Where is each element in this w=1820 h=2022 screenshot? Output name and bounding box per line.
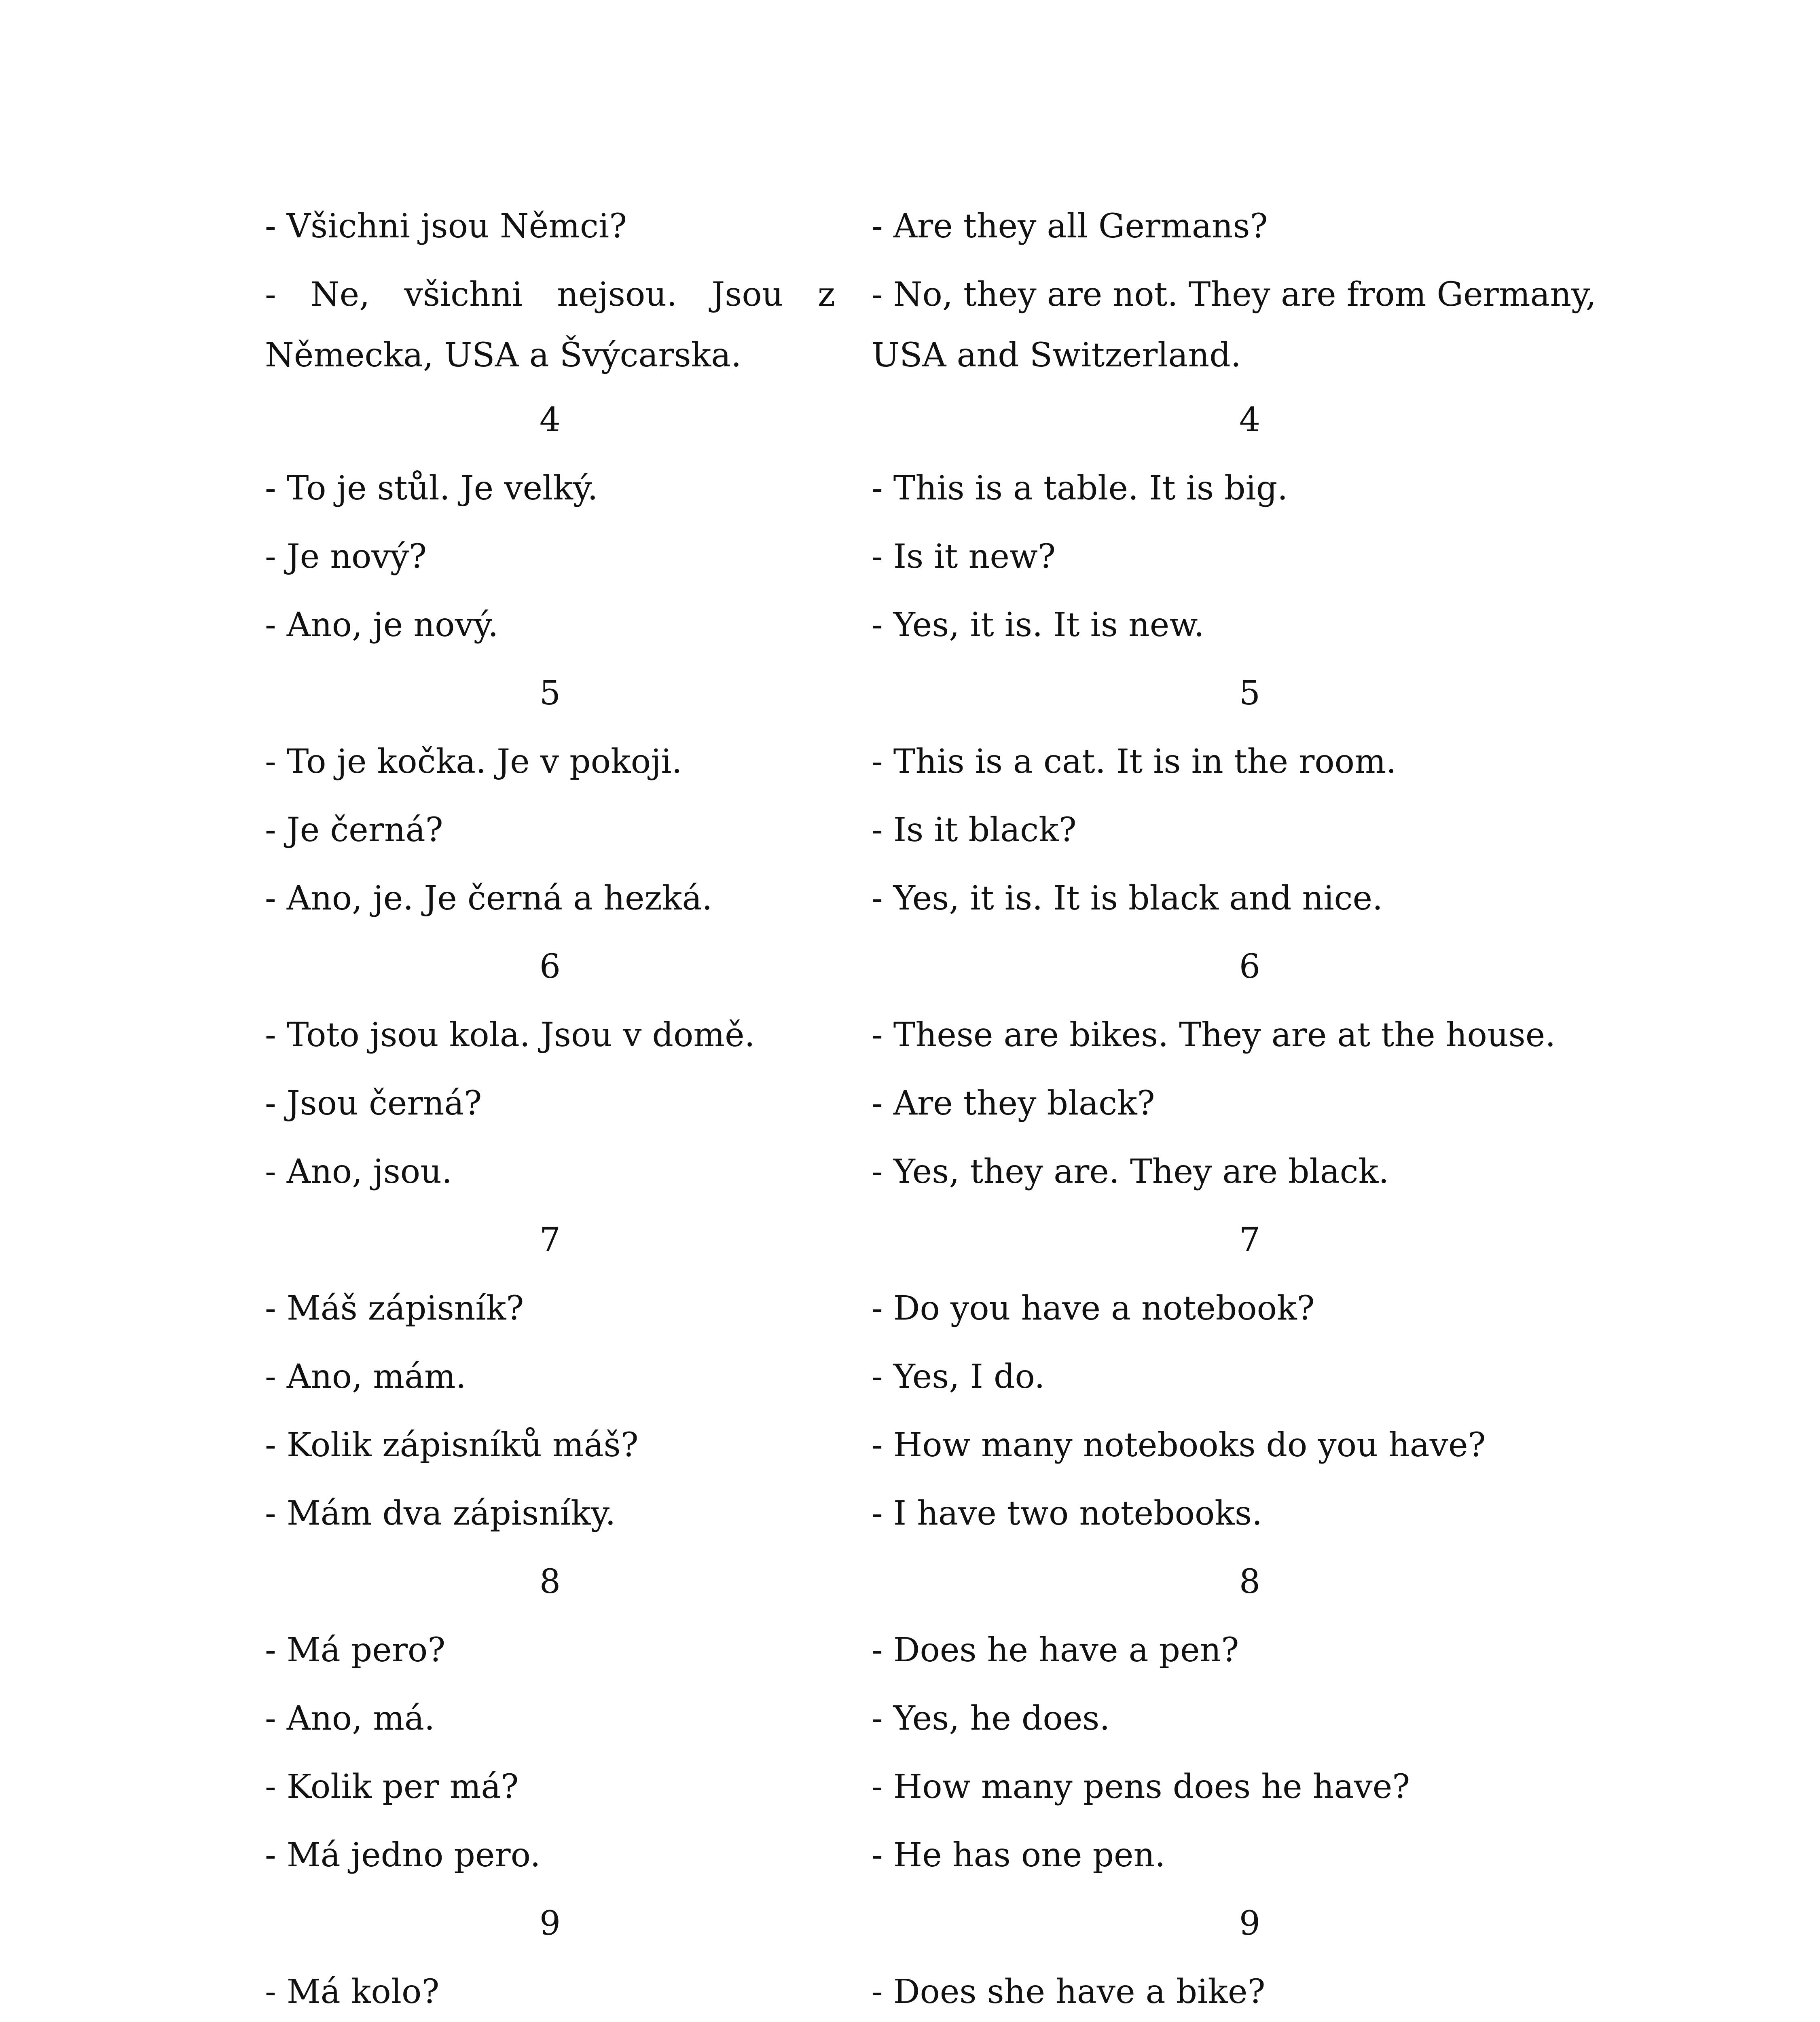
czech-section-number: 9 xyxy=(539,1904,561,1943)
dialogue-row xyxy=(265,1343,1628,1411)
czech-line: - Ano, mám. xyxy=(265,1358,466,1396)
czech-line: - Kolik per má? xyxy=(265,1768,519,1806)
czech-line: - Ano, je. Je černá a hezká. xyxy=(265,879,713,918)
english-line: - No, they are not. They are from Germany, USA and Switzerland. xyxy=(872,275,1596,374)
english-line: - Are they all Germans? xyxy=(872,207,1268,245)
czech-line: - Je černá? xyxy=(265,811,443,849)
czech-section-number: 7 xyxy=(539,1221,561,1259)
english-line: - How many pens does he have? xyxy=(872,1768,1410,1806)
dialogue-row xyxy=(265,591,1628,659)
english-line: - Yes, they are. They are black. xyxy=(872,1153,1389,1191)
czech-line: - Jsou černá? xyxy=(265,1084,482,1123)
czech-line: - Má jedno pero. xyxy=(265,1836,541,1874)
dialogue-row xyxy=(265,1274,1628,1343)
dialogue-row xyxy=(265,1411,1628,1479)
czech-section-number: 4 xyxy=(539,401,561,439)
czech-line: - Máš zápisník? xyxy=(265,1289,524,1328)
english-line: - Is it black? xyxy=(872,811,1077,849)
czech-section-number: 5 xyxy=(539,674,561,713)
english-section-number: 8 xyxy=(1239,1563,1261,1601)
dialogue-row xyxy=(265,728,1628,796)
dialogue-row xyxy=(265,1001,1628,1069)
english-line: - Does she have a bike? xyxy=(872,1973,1266,2011)
parallel-text-columns xyxy=(265,192,1628,2022)
english-line: - Is it new? xyxy=(872,537,1056,576)
dialogue-row xyxy=(265,1069,1628,1138)
czech-section-number: 8 xyxy=(539,1563,561,1601)
section-number-row xyxy=(265,386,1628,454)
english-line: - Yes, he does. xyxy=(872,1699,1110,1738)
czech-line: - Mám dva zápisníky. xyxy=(265,1494,616,1533)
dialogue-row xyxy=(265,796,1628,864)
czech-section-number: 6 xyxy=(539,948,561,986)
dialogue-row xyxy=(265,1479,1628,1548)
english-line: - Does he have a pen? xyxy=(872,1631,1239,1669)
dialogue-row xyxy=(265,1616,1628,1684)
czech-line: - Ano, je nový. xyxy=(265,606,499,644)
dialogue-row xyxy=(265,1753,1628,1821)
english-line: - This is a cat. It is in the room. xyxy=(872,742,1397,781)
section-number-row xyxy=(265,1206,1628,1274)
dialogue-row xyxy=(265,1821,1628,1889)
english-line: - Yes, it is. It is black and nice. xyxy=(872,879,1383,918)
dialogue-row xyxy=(265,522,1628,591)
czech-line: - To je stůl. Je velký. xyxy=(265,469,598,508)
czech-line: - Všichni jsou Němci? xyxy=(265,207,627,245)
dialogue-row xyxy=(265,1138,1628,1206)
english-line: - This is a table. It is big. xyxy=(872,469,1288,508)
dialogue-row xyxy=(265,864,1628,933)
english-line: - How many notebooks do you have? xyxy=(872,1426,1486,1464)
english-line: - Yes, I do. xyxy=(872,1358,1045,1396)
section-number-row xyxy=(265,1548,1628,1616)
english-section-number: 6 xyxy=(1239,948,1261,986)
czech-line: - Je nový? xyxy=(265,537,427,576)
english-line: - He has one pen. xyxy=(872,1836,1166,1874)
section-number-row xyxy=(265,659,1628,728)
dialogue-row xyxy=(265,1684,1628,1753)
section-number-row xyxy=(265,933,1628,1001)
dialogue-row xyxy=(265,192,1628,260)
english-section-number: 4 xyxy=(1239,401,1261,439)
english-section-number: 5 xyxy=(1239,674,1261,713)
english-line: - Yes, it is. It is new. xyxy=(872,606,1204,644)
czech-line: - Má pero? xyxy=(265,1631,446,1669)
czech-line: - Kolik zápisníků máš? xyxy=(265,1426,639,1464)
english-line: - I have two notebooks. xyxy=(872,1494,1263,1533)
dialogue-row xyxy=(265,1958,1628,2022)
dialogue-row xyxy=(265,454,1628,522)
english-line: - These are bikes. They are at the house. xyxy=(872,1016,1556,1054)
english-line: - Do you have a notebook? xyxy=(872,1289,1315,1328)
dialogue-row xyxy=(265,260,1628,386)
czech-line: - Ano, má. xyxy=(265,1699,435,1738)
czech-line: - Toto jsou kola. Jsou v domě. xyxy=(265,1016,755,1054)
section-number-row xyxy=(265,1889,1628,1958)
czech-line: - Má kolo? xyxy=(265,1973,440,2011)
czech-line: - To je kočka. Je v pokoji. xyxy=(265,742,682,781)
czech-line: - Ne, všichni nejsou. Jsou z Německa, USA a Švýcarska. xyxy=(265,275,835,374)
czech-line: - Ano, jsou. xyxy=(265,1153,453,1191)
english-section-number: 9 xyxy=(1239,1904,1261,1943)
english-section-number: 7 xyxy=(1239,1221,1261,1259)
english-line: - Are they black? xyxy=(872,1084,1155,1123)
